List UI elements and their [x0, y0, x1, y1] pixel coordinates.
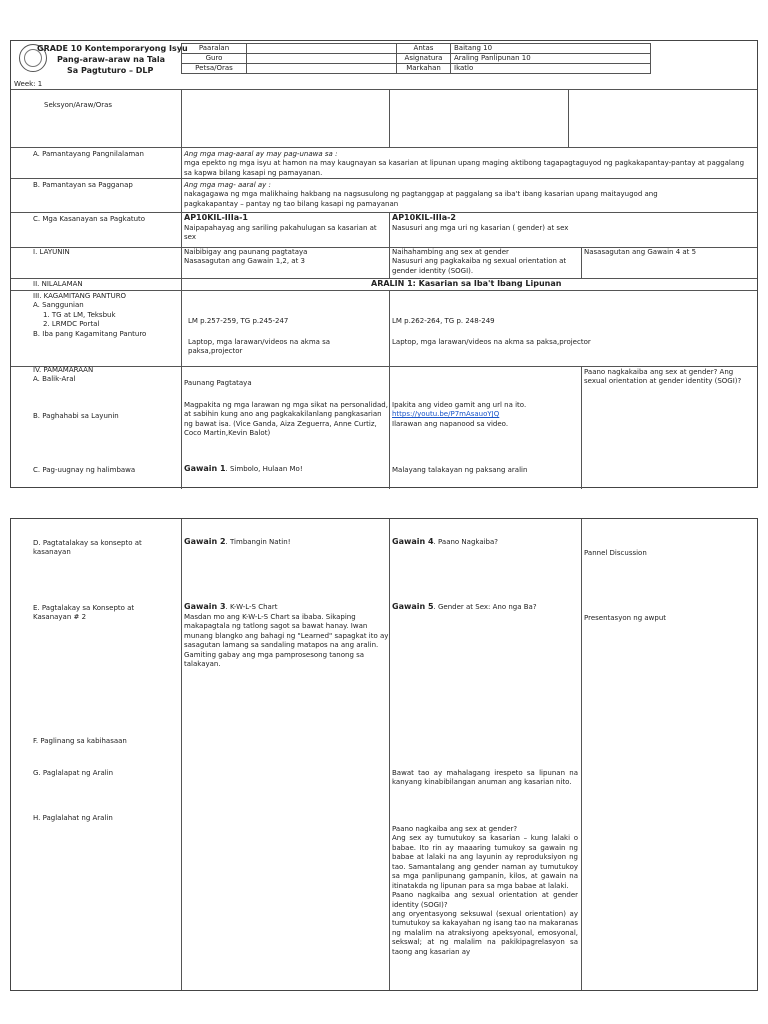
paghahabi-col2: [392, 401, 578, 429]
gawain-3-text: Masdan mo ang K-W-L-S Chart sa ibaba. Sikaping makapagtala ng tatlong sagot sa bawat hanay. Iwan munang blangko ang bahagi ng "Learned" sapagkat ito ay sasagutan lamang sa sandaling matapos na ang aralin. Gamiting gabay ang mga pamprosesong tanong sa talakayan.: [184, 612, 389, 668]
gawain-5-rest: . Gender at Sex: Ano nga Ba?: [433, 603, 537, 611]
antas-label: Antas: [397, 44, 451, 54]
week-label: Week: 1: [14, 80, 43, 88]
petsa-value: [247, 64, 397, 74]
iba-kagamitan-label: B. Iba pang Kagamitang Panturo: [33, 329, 147, 338]
balik-aral-label: A. Balik-Aral: [33, 375, 76, 384]
title-line-1: GRADE 10 Kontemporaryong Isyu: [37, 44, 188, 53]
sanggunian-item-2: 2. LRMDC Portal: [43, 320, 100, 329]
iba-kagamitan-2: Laptop, mga larawan/videos na akma sa paksa,projector: [392, 338, 591, 346]
paghahabi-label: B. Paghahabi sa Layunin: [33, 412, 119, 420]
kagamitan-block: [33, 292, 178, 339]
gawain-5-title: Gawain 5: [392, 602, 434, 611]
gawain-4-title: Gawain 4: [392, 537, 434, 546]
gawain-1-rest: . Simbolo, Hulaan Mo!: [225, 465, 303, 473]
asignatura-value: Araling Panlipunan 10: [451, 54, 651, 64]
pag-uugnay-value: Malayang talakayan ng paksang aralin: [392, 466, 528, 474]
pagtalakay-e-label: E. Pagtalakay sa Konsepto at Kasanayan # 2: [33, 604, 135, 622]
header-table: [181, 43, 651, 74]
paghahabi-text: Ipakita ang video gamit ang url na ito.: [392, 401, 527, 409]
gawain-4-rest: . Paano Nagkaiba?: [433, 538, 499, 546]
paglalahat-text-2: ang oryentasyong seksuwal (sexual orientation) ay tumutukoy sa kakayahan ng isang tao na makaranas ng malalim na atraksiyong apeksyonal, emosyonal, sekswal; at ng malalim na pakikipagrelasyon sa taong ang kasarian ay: [392, 909, 578, 956]
lm-ref-1: LM p.257-259, TG p.245-247: [188, 317, 289, 325]
kasanayan-label: C. Mga Kasanayan sa Pagkatuto: [33, 215, 146, 223]
gawain-2-title: Gawain 2: [184, 537, 226, 546]
sanggunian-label: A. Sanggunian: [33, 301, 84, 310]
title-line-3: Sa Pagtuturo – DLP: [67, 66, 154, 75]
pangnilalaman-intro: Ang mga mag-aaral ay may pag-unawa sa :: [184, 150, 338, 158]
layunin-col1: [184, 248, 386, 267]
pamantayan-pagganap-label: B. Pamantayan sa Pagganap: [33, 181, 133, 189]
kagamitan-label: III. KAGAMITANG PANTURO: [33, 292, 127, 300]
layunin-1b: Nasasagutan ang Gawain 1,2, at 3: [184, 257, 305, 266]
antas-value: Baitang 10: [451, 44, 651, 54]
title-line-2: Pang-araw-araw na Tala: [57, 55, 166, 64]
markahan-value: Ikatlo: [451, 64, 651, 74]
seksyon-label: Seksyon/Araw/Oras: [44, 101, 113, 109]
paglalahat-q2: Paano nagkaiba ang sexual orientation at gender identity (SOGI)?: [392, 891, 578, 909]
nilalaman-label: II. NILALAMAN: [33, 280, 83, 288]
gawain-1-title: Gawain 1: [184, 464, 226, 473]
pamantayan-pagganap-value: [184, 181, 704, 209]
paglinang-label: F. Paglinang sa kabihasaan: [33, 737, 127, 745]
layunin-label: I. LAYUNIN: [33, 248, 70, 256]
layunin-col3: Nasasagutan ang Gawain 4 at 5: [584, 248, 697, 256]
petsa-label: Petsa/Oras: [182, 64, 247, 74]
balik-aral-value: Paunang Pagtataya: [184, 379, 252, 387]
kasanayan-col1: [184, 213, 386, 243]
paghahabi-text-2: Ilarawan ang napanood sa video.: [392, 419, 509, 428]
gawain-3-title: Gawain 3: [184, 602, 226, 611]
gawain-2-rest: . Timbangin Natin!: [225, 538, 291, 546]
gawain-1: [184, 464, 303, 475]
iba-kagamitan-1: Laptop, mga larawan/videos na akma sa paksa,projector: [188, 338, 331, 356]
pagganap-intro: Ang mga mag- aaral ay :: [184, 181, 271, 189]
pag-uugnay-label: C. Pag-uugnay ng halimbawa: [33, 466, 136, 474]
layunin-1a: Naibibigay ang paunang pagtataya: [184, 248, 308, 256]
sanggunian-item-1: 1. TG at LM, Teksbuk: [43, 310, 116, 319]
gawain-3: [184, 602, 389, 669]
pamantayang-pangnilalaman-label: A. Pamantayang Pangnilalaman: [33, 150, 144, 158]
gawain-5: [392, 602, 537, 613]
paglalapat-label: G. Paglalapat ng Aralin: [33, 769, 114, 777]
pagganap-text: nakagagawa ng mga malikhaing hakbang na nagsusulong ng pagtanggap at paggalang sa iba't ibang kasarian upang maitayugod ang pagkakapantay – pantay ng tao bilang kasapi ng pamayanan: [184, 190, 658, 208]
guro-label: Guro: [182, 54, 247, 64]
video-link[interactable]: https://youtu.be/P7mAsauoYJQ: [392, 410, 500, 419]
paglalapat-value: Bawat tao ay mahalagang irespeto sa lipunan na kanyang kinabibilangan anuman ang kasarian nito.: [392, 769, 578, 787]
paaralan-label: Paaralan: [182, 44, 247, 54]
pangnilalaman-text: mga epekto ng mga isyu at hamon na may kaugnayan sa kasarian at lipunan upang maging aktibong tagapagtaguyod ng pagkakapantay-pantay at paggalang sa kapwa bilang kasapi ng pamayanan.: [184, 159, 745, 177]
markahan-label: Markahan: [397, 64, 451, 74]
layunin-col2: [392, 248, 578, 276]
paglalahat-label: H. Paglalahat ng Aralin: [33, 814, 113, 822]
asignatura-label: Asignatura: [397, 54, 451, 64]
dlp-page-1: [10, 40, 758, 488]
kasanayan-text-1: Naipapahayag ang sariling pakahulugan sa kasarian at sex: [184, 223, 377, 242]
paaralan-value: [247, 44, 397, 54]
paglalahat-text-1: Ang sex ay tumutukoy sa kasarian – kung lalaki o babae. Ito rin ay maaaring tumukoy sa gawain ng babae at lalaki na ang layunin ay reproduksiyon ng tao. Samantalang ang gender naman ay tumutukoy sa mga panlipunang gampanin, kilos, at gawain na itinatakda ng lipunan para sa mga babae at lalaki.: [392, 834, 578, 890]
layunin-2a: Naihahambing ang sex at gender: [392, 248, 509, 256]
pamamaraan-block: [33, 366, 178, 385]
kasanayan-code-2: AP10KIL-IIIa-2: [392, 213, 456, 222]
dlp-page-2: [10, 518, 758, 991]
guro-value: [247, 54, 397, 64]
kasanayan-col2: [392, 213, 612, 233]
pagtatalakay-d-label: D. Pagtatalakay sa konsepto at kasanayan: [33, 539, 142, 557]
pamamaraan-label: IV. PAMAMARAAN: [33, 366, 94, 374]
pamantayang-pangnilalaman-value: [184, 150, 754, 178]
presentasyon-awput: Presentasyon ng awput: [584, 614, 667, 622]
gawain-2: [184, 537, 291, 548]
paglalahat-value: [392, 825, 578, 957]
gawain-3-rest: . K-W-L-S Chart: [225, 603, 278, 611]
sogi-question: Paano nagkakaiba ang sex at gender? Ang sexual orientation at gender identity (SOGI)?: [584, 368, 742, 386]
pannel-discussion: Pannel Discussion: [584, 549, 647, 557]
kasanayan-text-2: Nasusuri ang mga uri ng kasarian ( gender) at sex: [392, 223, 569, 232]
paglalahat-q1: Paano nagkaiba ang sex at gender?: [392, 825, 518, 833]
gawain-4: [392, 537, 498, 548]
nilalaman-value: ARALIN 1: Kasarian sa Iba't Ibang Lipunan: [371, 279, 562, 288]
paghahabi-col1: Magpakita ng mga larawan ng mga sikat na personalidad, at sabihin kung ano ang pagkakakilanlang pangkasarian ng bawat isa. (Vice Ganda, Aiza Zeguerra, Anne Curtiz, Coco Martin,Kevin Balot): [184, 401, 388, 438]
lm-ref-2: LM p.262-264, TG p. 248-249: [392, 317, 495, 325]
kasanayan-code-1: AP10KIL-IIIa-1: [184, 213, 248, 222]
layunin-2b: Nasusuri ang pagkakaiba ng sexual orientation at gender identity (SOGI).: [392, 257, 567, 275]
